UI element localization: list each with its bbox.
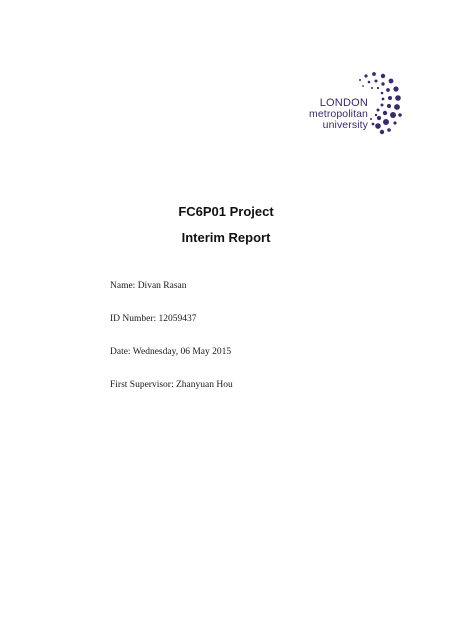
student-id: ID Number: 12059437 — [110, 314, 197, 324]
logo-line-1: LONDON — [319, 97, 368, 109]
logo-line-3: university — [322, 119, 368, 131]
dot-burst-icon — [338, 70, 408, 140]
document-subtitle: Interim Report — [181, 230, 271, 245]
first-supervisor: First Supervisor: Zhanyuan Hou — [110, 380, 233, 390]
logo-line-2: metropolitan — [309, 108, 368, 120]
student-name: Name: Divan Rasan — [110, 281, 187, 291]
document-title: FC6P01 Project — [178, 204, 274, 219]
report-date: Date: Wednesday, 06 May 2015 — [110, 347, 232, 357]
university-logo — [298, 70, 408, 140]
